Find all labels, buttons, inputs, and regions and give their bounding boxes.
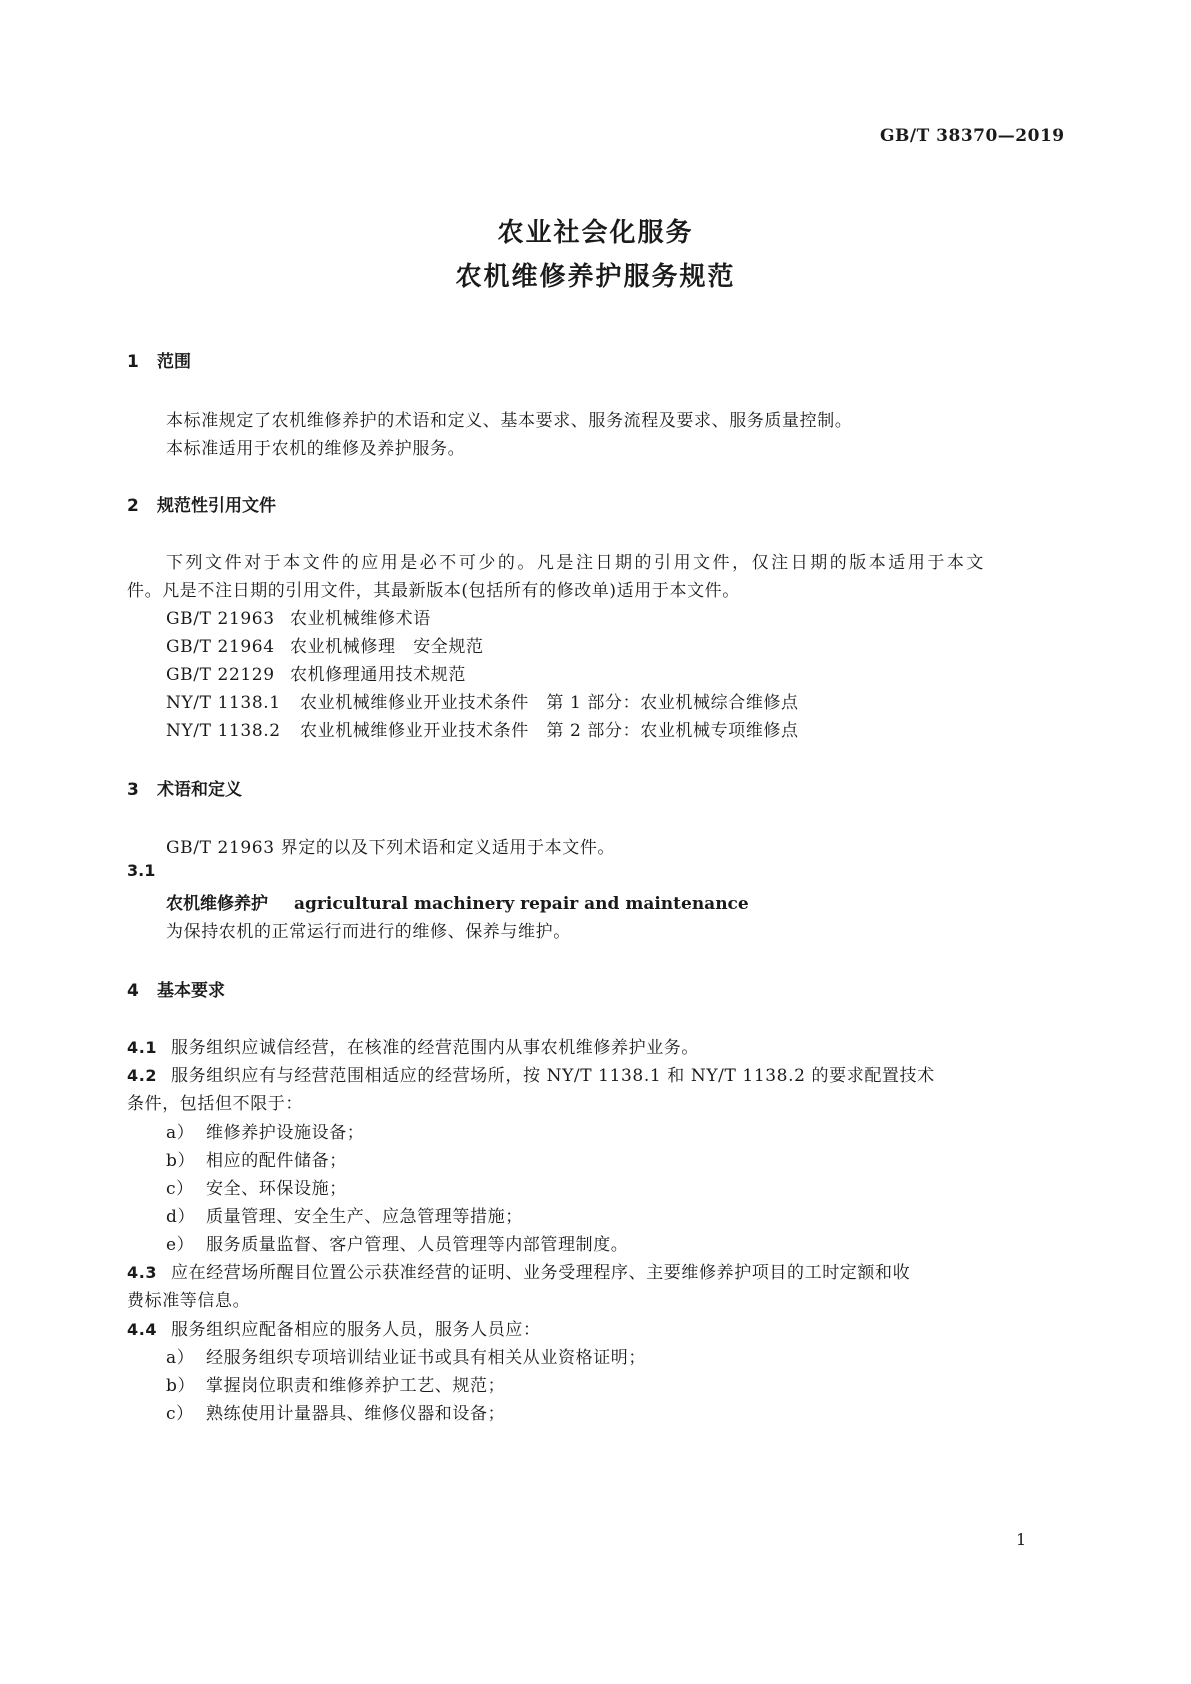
standard-code: GB/T 38370—2019 (880, 126, 1065, 146)
list-item: b） 相应的配件储备； (166, 1151, 347, 1171)
title-line-1: 农业社会化服务 (497, 218, 694, 248)
reference-item: NY/T 1138.2 农业机械维修业开业技术条件 第 2 部分：农业机械专项维修点 (166, 721, 799, 741)
section-4-heading: 4 基本要求 (127, 981, 225, 1001)
section-3-paragraph: GB/T 21963 界定的以及下列术语和定义适用于本文件。 (166, 838, 616, 858)
list-item: d） 质量管理、安全生产、应急管理等措施； (166, 1207, 523, 1227)
reference-item: GB/T 21964 农业机械修理 安全规范 (166, 637, 484, 657)
list-item: c） 安全、环保设施； (166, 1179, 347, 1199)
clause-4-2-line-2: 条件，包括但不限于： (127, 1094, 303, 1114)
reference-item: GB/T 22129 农机修理通用技术规范 (166, 665, 466, 685)
section-2-heading: 2 规范性引用文件 (127, 496, 276, 516)
term-english: agricultural machinery repair and maintenance (294, 894, 749, 914)
title-line-2: 农机维修养护服务规范 (455, 262, 736, 292)
page-number: 1 (1016, 1530, 1027, 1549)
list-item: a） 维修养护设施设备； (166, 1123, 365, 1143)
reference-item: NY/T 1138.1 农业机械维修业开业技术条件 第 1 部分：农业机械综合维修点 (166, 693, 799, 713)
clause-4-1: 4.1 服务组织应诚信经营，在核准的经营范围内从事农机维修养护业务。 (127, 1038, 699, 1058)
section-1-paragraph-1: 本标准规定了农机维修养护的术语和定义、基本要求、服务流程及要求、服务质量控制。 (166, 411, 853, 431)
section-1-heading: 1 范围 (127, 352, 191, 372)
clause-3-1-number: 3.1 (127, 861, 156, 880)
clause-4-3-line-2: 费标准等信息。 (127, 1291, 251, 1311)
section-2-paragraph-line-2: 件。凡是不注日期的引用文件，其最新版本(包括所有的修改单)适用于本文件。 (127, 581, 740, 601)
list-item: a） 经服务组织专项培训结业证书或具有相关从业资格证明； (166, 1348, 646, 1368)
section-2-paragraph-line-1: 下列文件对于本文件的应用是必不可少的。凡是注日期的引用文件，仅注日期的版本适用于本文 (166, 553, 984, 573)
reference-item: GB/T 21963 农业机械维修术语 (166, 609, 431, 629)
list-item: b） 掌握岗位职责和维修养护工艺、规范； (166, 1376, 506, 1396)
section-3-heading: 3 术语和定义 (127, 780, 242, 800)
clause-4-2-line-1: 4.2 服务组织应有与经营范围相适应的经营场所，按 NY/T 1138.1 和 NY/T 1138.2 的要求配置技术 (127, 1066, 935, 1086)
list-item: c） 熟练使用计量器具、维修仪器和设备； (166, 1404, 506, 1424)
term-definition: 为保持农机的正常运行而进行的维修、保养与维护。 (166, 922, 571, 942)
term-chinese: 农机维修养护 (166, 894, 268, 914)
clause-4-3-line-1: 4.3 应在经营场所醒目位置公示获准经营的证明、业务受理程序、主要维修养护项目的工时定额和收 (127, 1263, 911, 1283)
list-item: e） 服务质量监督、客户管理、人员管理等内部管理制度。 (166, 1235, 629, 1255)
section-1-paragraph-2: 本标准适用于农机的维修及养护服务。 (166, 439, 466, 459)
clause-4-4: 4.4 服务组织应配备相应的服务人员，服务人员应： (127, 1320, 541, 1340)
term-entry (166, 889, 749, 914)
